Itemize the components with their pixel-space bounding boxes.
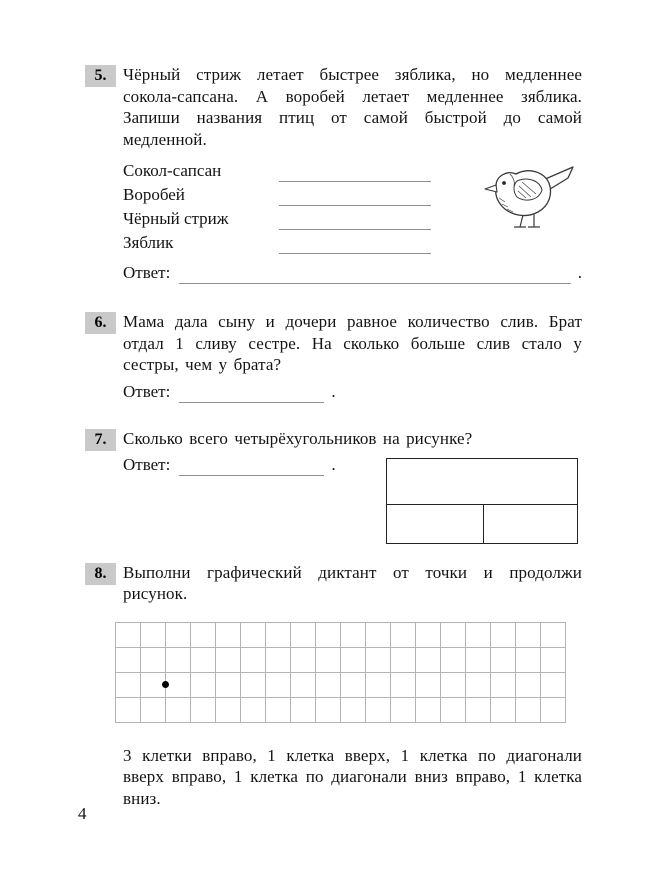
birds-block [123, 158, 582, 254]
answer-line [179, 456, 324, 476]
answer-line [179, 383, 324, 403]
figure-vertical-divider [483, 505, 484, 543]
task-8-number-badge: 8. [85, 563, 116, 585]
bird-illustration [483, 158, 578, 243]
task-5 [85, 64, 582, 284]
task-7-text: Сколько всего четырёхугольников на рисунке? [123, 428, 473, 448]
task-7-number-badge: 7. [85, 429, 116, 451]
answer-line [179, 264, 570, 284]
bird-name: Чёрный стриж [123, 209, 229, 228]
quadrilaterals-figure [386, 458, 578, 544]
bird-answer-line [279, 210, 431, 230]
answer-period: . [577, 263, 582, 282]
task-6-number-badge: 6. [85, 312, 116, 334]
bird-answer-line [279, 186, 431, 206]
dictation-grid [115, 622, 566, 723]
task-8-body [123, 562, 582, 810]
bird-list-item [123, 158, 443, 182]
task-8 [85, 562, 582, 810]
task-5-body [123, 64, 582, 284]
task-8-text: Выполни графический диктант от точки и продолжи рисунок. [123, 562, 582, 603]
task-6-answer-row [123, 381, 582, 403]
answer-period: . [331, 455, 336, 474]
start-point-dot [162, 681, 169, 688]
task-6-body [123, 311, 582, 403]
task-5-answer-row [123, 262, 582, 284]
bird-name: Воробей [123, 185, 185, 204]
bird-list-item [123, 230, 443, 254]
answer-period: . [331, 381, 336, 401]
bird-answer-line [279, 162, 431, 182]
bird-answer-line [279, 234, 431, 254]
bird-list-item [123, 182, 443, 206]
task-5-text: Чёрный стриж летает быстрее зяблика, но медленнее сокола-сапсана. А воробей летает медленнее зяблика. Запиши названия птиц от самой быстрой до самой медленной. [123, 65, 582, 149]
answer-label: Ответ: [123, 455, 171, 474]
answer-label: Ответ: [123, 263, 171, 282]
bird-list [123, 158, 443, 254]
bird-name: Зяблик [123, 233, 174, 252]
task-6-text: Мама дала сыну и дочери равное количество слив. Брат отдал 1 сливу сестре. На сколько больше слив стало у сестры, чем у брата? [123, 312, 582, 374]
page-number: 4 [78, 804, 87, 823]
task-6 [85, 311, 582, 403]
answer-label: Ответ: [123, 381, 171, 401]
dictation-instructions: 3 клетки вправо, 1 клетка вверх, 1 клетка по диагонали вверх вправо, 1 клетка по диагонали вниз вправо, 1 клетка вниз. [123, 745, 582, 808]
figure-horizontal-divider [387, 504, 577, 505]
bird-name: Сокол-сапсан [123, 161, 222, 180]
bird-list-item [123, 206, 443, 230]
task-7 [85, 428, 582, 546]
task-7-body [123, 428, 582, 546]
page-content [85, 64, 582, 809]
task-5-number-badge: 5. [85, 65, 116, 87]
